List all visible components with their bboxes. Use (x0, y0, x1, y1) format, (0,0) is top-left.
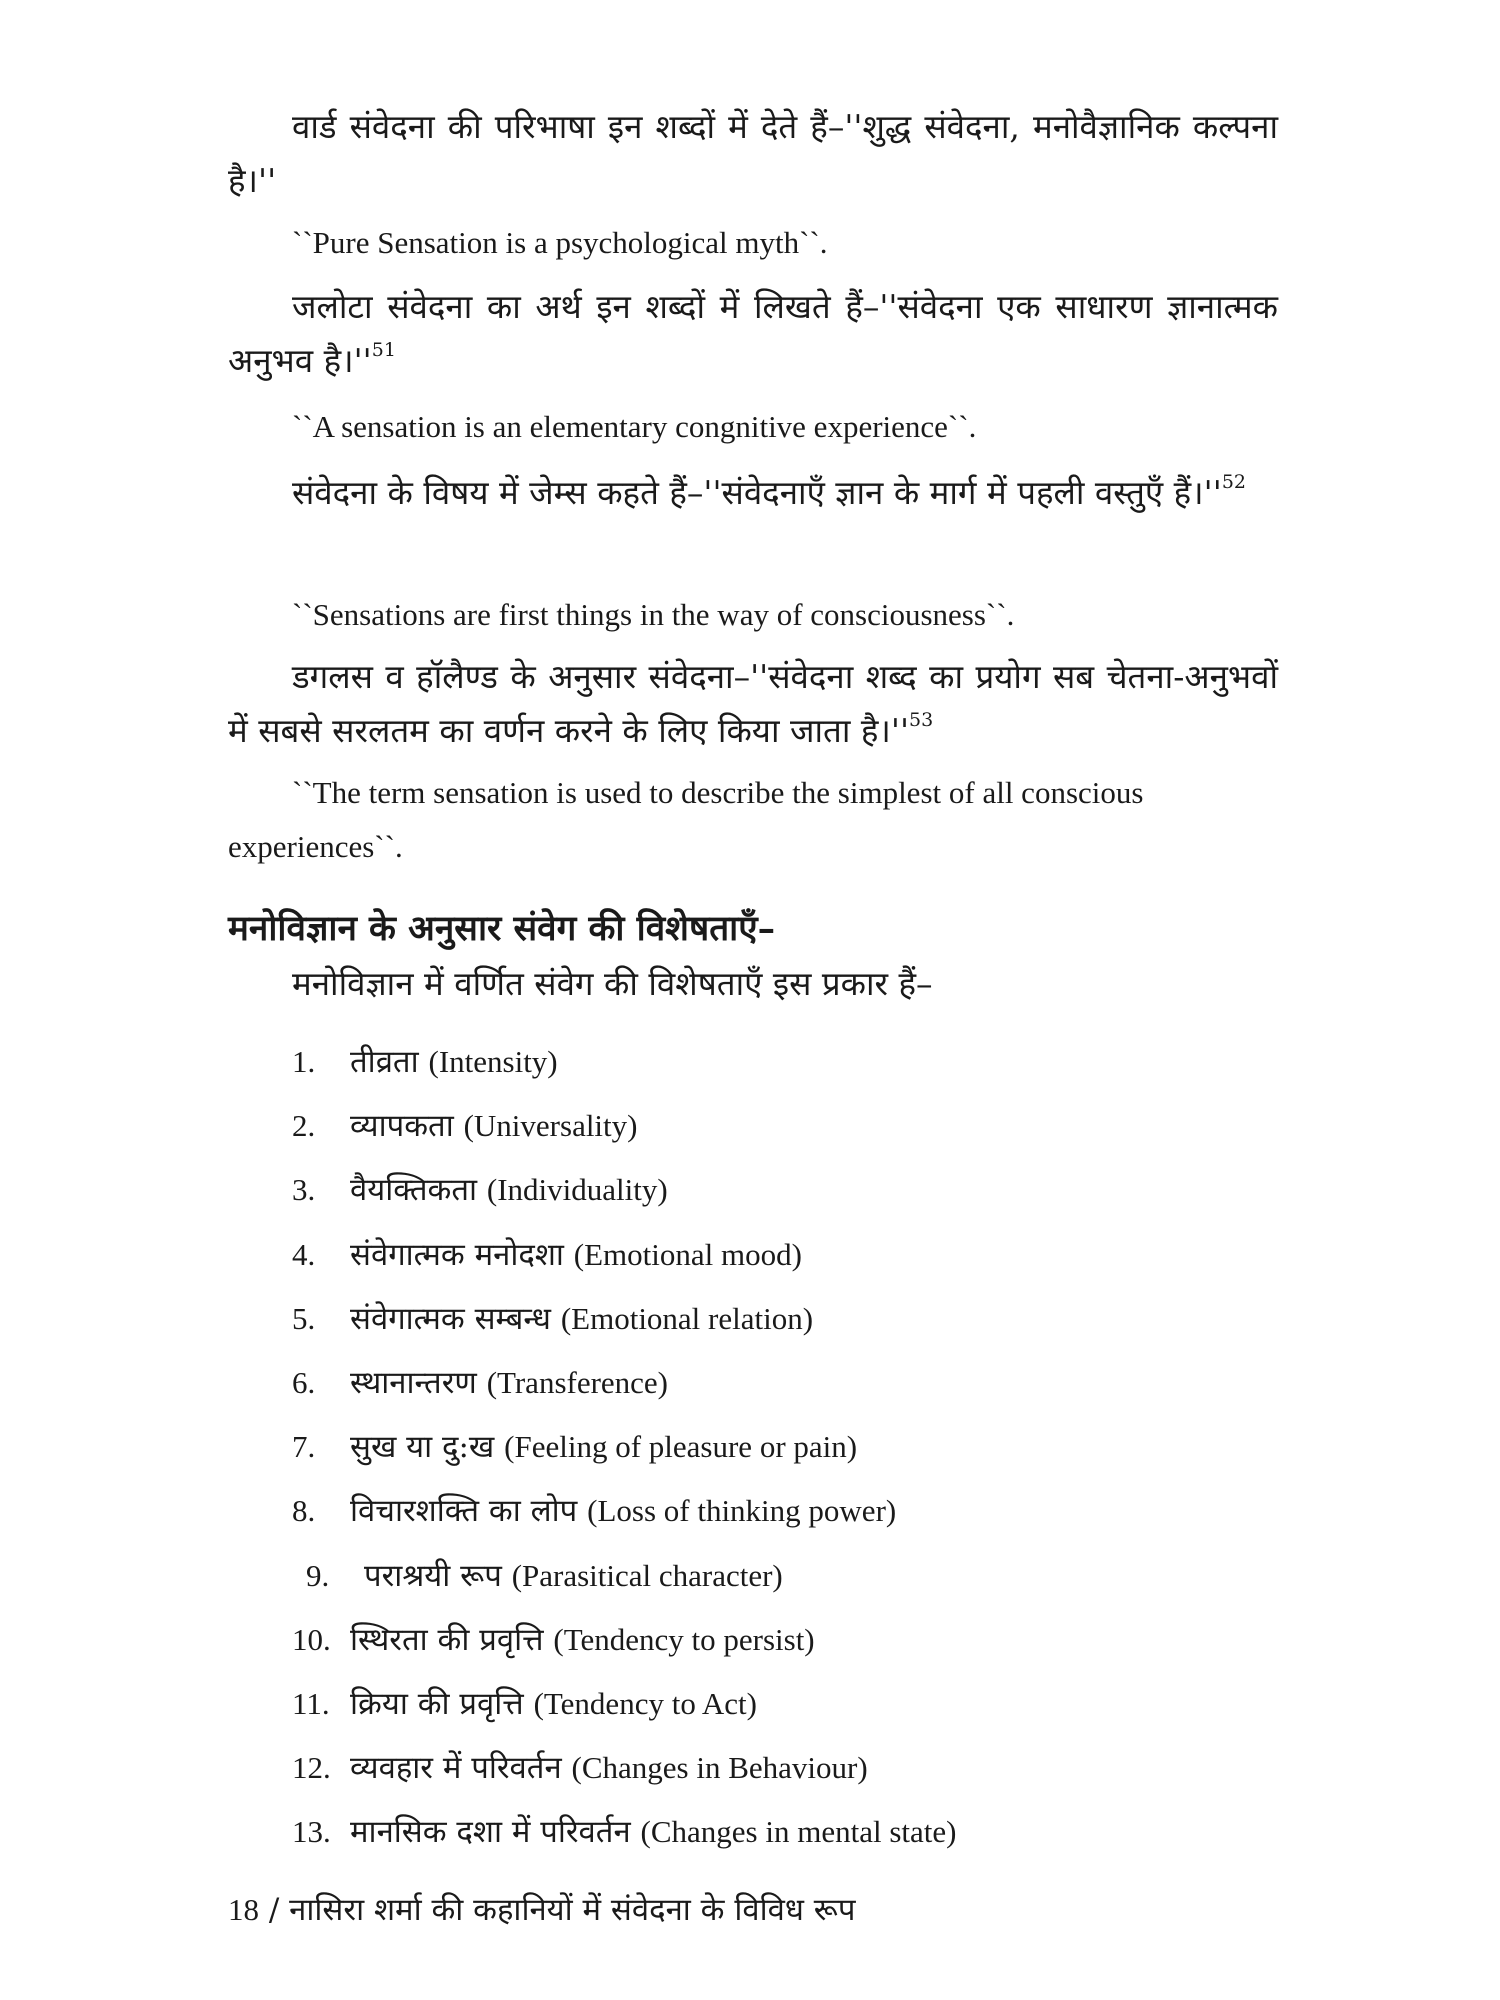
list-item-hindi: व्यापकता (350, 1108, 454, 1145)
list-item-hindi: संवेगात्मक सम्बन्ध (350, 1300, 551, 1337)
list-item-english: (Parasitical character) (511, 1557, 783, 1593)
paragraph-douglas-holland-definition: डगलस व हॉलैण्ड के अनुसार संवेदना–''संवेदना शब्द का प्रयोग सब चेतना-अनुभवों में सबसे सरलतम का वर्णन करने के लिए किया जाता $है।''^{53}$ (228, 657, 1278, 750)
list-item-number: 7. (292, 1429, 316, 1465)
page-footer (228, 1888, 855, 1930)
list-item-hindi: विचारशक्ति का लोप (350, 1493, 578, 1530)
page-number: 18 (228, 1892, 259, 1927)
list-item-hindi: वैयक्तिकता (350, 1172, 478, 1209)
list-item-english: (Individuality) (486, 1172, 668, 1208)
list-item-hindi: संवेगात्मक मनोदशा (350, 1236, 564, 1273)
list-item-number: 4. (292, 1236, 316, 1272)
quote-elementary-experience: ``A sensation is an elementary congnitive experience``. (292, 409, 977, 444)
list-item-hindi: मानसिक दशा में परिवर्तन (350, 1814, 631, 1851)
list-item (292, 1544, 956, 1608)
paragraph-james-definition: संवेदना के विषय में जेम्स कहते हैं–''संवेदनाएँ ज्ञान के मार्ग में पहली वस्तुएँ $हैं।''^{52}$ (292, 471, 1246, 512)
list-item-number: 10. (292, 1621, 331, 1657)
quote-first-things: ``Sensations are first things in the way of consciousness``. (292, 597, 1015, 632)
list-item-english: (Emotional mood) (573, 1236, 802, 1272)
list-item-number: 12. (292, 1750, 331, 1786)
list-item-number: 3. (292, 1172, 316, 1208)
list-item (292, 1800, 956, 1864)
characteristics-list (292, 1030, 956, 1864)
list-item-hindi: स्थिरता की प्रवृत्ति (350, 1621, 544, 1658)
list-item-hindi: स्थानान्तरण (350, 1364, 477, 1401)
paragraph-jalota-definition: जलोटा संवेदना का अर्थ इन शब्दों में लिखते हैं–''संवेदना एक साधारण ज्ञानात्मक अनुभव $है।''^{51}$ (228, 287, 1278, 380)
list-item-number: 8. (292, 1493, 316, 1529)
list-item-number: 5. (292, 1300, 316, 1336)
list-item-english: (Changes in Behaviour) (571, 1750, 868, 1786)
list-item (292, 1736, 956, 1800)
list-item-hindi: पराश्रयी रूप (364, 1557, 502, 1594)
list-item-number: 2. (292, 1108, 316, 1144)
list-item-hindi: तीव्रता (350, 1044, 419, 1080)
list-item (292, 1608, 956, 1672)
footer-separator: / (268, 1892, 280, 1928)
section-intro: मनोविज्ञान में वर्णित संवेग की विशेषताएँ इस प्रकार हैं– (292, 964, 933, 1003)
list-item-english: (Universality) (463, 1108, 638, 1144)
list-item (292, 1158, 956, 1222)
quote-pure-sensation: ``Pure Sensation is a psychological myth``. (292, 225, 828, 260)
list-item-english: (Tendency to persist) (553, 1621, 815, 1657)
section-heading: मनोविज्ञान के अनुसार संवेग की विशेषताएँ– (228, 908, 776, 949)
list-item (292, 1030, 956, 1094)
list-item-number: 9. (306, 1557, 330, 1593)
list-item-number: 11. (292, 1685, 330, 1721)
list-item-english: (Intensity) (428, 1044, 558, 1079)
list-item-hindi: क्रिया की प्रवृत्ति (350, 1685, 524, 1722)
list-item-number: 13. (292, 1814, 331, 1850)
list-item (292, 1094, 956, 1158)
footnote-ref-53: 53 (909, 709, 934, 731)
list-item-english: (Feeling of pleasure or pain) (504, 1429, 858, 1465)
list-item-hindi: व्यवहार में परिवर्तन (350, 1750, 562, 1787)
list-item-english: (Emotional relation) (560, 1300, 814, 1336)
list-item (292, 1479, 956, 1543)
list-item (292, 1223, 956, 1287)
quote-term-sensation: ``The term sensation is used to describe the simplest of all conscious experiences``. (228, 775, 1144, 864)
list-item (292, 1672, 956, 1736)
list-item (292, 1415, 956, 1479)
list-item (292, 1351, 956, 1415)
paragraph-ward-definition: वार्ड संवेदना की परिभाषा इन शब्दों में देते हैं–''शुद्ध संवेदना, मनोवैज्ञानिक कल्पना है।'' (228, 107, 1278, 200)
footnote-ref-51: 51 (371, 339, 396, 361)
list-item-english: (Loss of thinking power) (587, 1493, 897, 1529)
list-item-english: (Changes in mental state) (640, 1814, 957, 1850)
list-item (292, 1287, 956, 1351)
footnote-ref-52: 52 (1221, 471, 1246, 493)
list-item-number: 6. (292, 1364, 316, 1400)
list-item-number: 1. (292, 1044, 316, 1079)
list-item-english: (Tendency to Act) (533, 1685, 757, 1721)
list-item-english: (Transference) (486, 1364, 669, 1400)
book-title: नासिरा शर्मा की कहानियों में संवेदना के विविध रूप (289, 1892, 856, 1928)
list-item-hindi: सुख या दु:ख (350, 1429, 495, 1466)
